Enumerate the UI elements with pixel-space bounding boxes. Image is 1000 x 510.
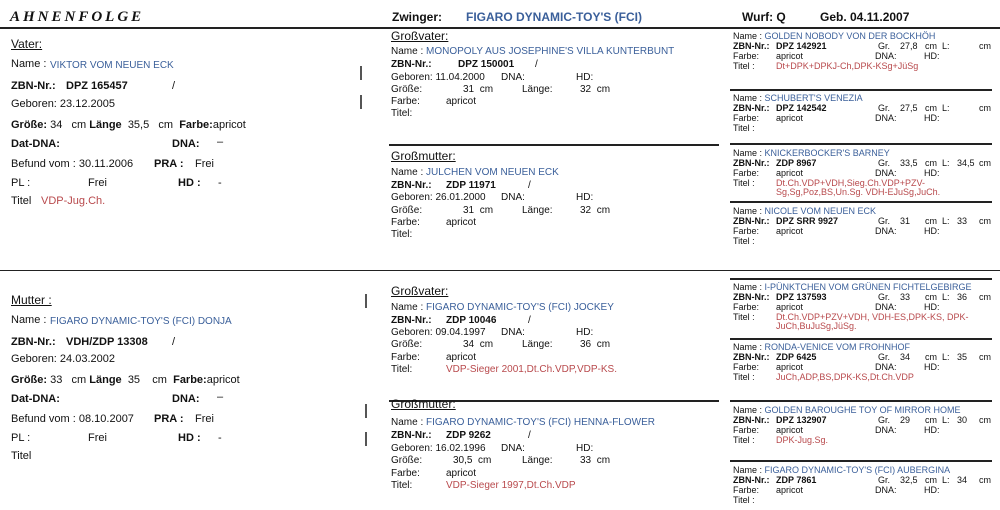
- gm1-geboren: Geboren: 26.01.2000: [391, 192, 486, 203]
- ggp-l-cm: cm: [979, 41, 991, 51]
- gm2-farbe: apricot: [446, 468, 477, 479]
- ggp-hd-label: HD:: [924, 226, 940, 236]
- mutter-name-label: Name :: [11, 314, 47, 326]
- gv1-laenge-label: Länge:: [522, 84, 553, 95]
- gv2-groesse-label: Größe:: [391, 339, 423, 350]
- gv1-slash: /: [535, 59, 538, 70]
- gm2-hd-label: HD:: [576, 443, 594, 454]
- ggp-divider: [730, 400, 992, 402]
- vater-pra-label: PRA :: [154, 158, 184, 170]
- ggp-zbn-label: ZBN-Nr.:: [733, 475, 770, 485]
- ggp-name-label: Name :: [733, 148, 763, 158]
- vater-hd: -: [218, 177, 222, 189]
- ggp-name: FIGARO DYNAMIC-TOY'S (FCI) AUBERGINA: [764, 465, 951, 475]
- ggp-name-label: Name :: [733, 282, 763, 292]
- gv2-geboren: Geboren: 09.04.1997: [391, 327, 486, 338]
- ggp-farbe-label: Farbe:: [733, 302, 760, 312]
- ggp-titel: Sg,Sg,Poz,BS,Un.Sg. VDH-EJuSg,JuCh.: [776, 187, 941, 197]
- ggp-titel-label: Titel :: [733, 61, 755, 71]
- ggp-zbn: DPZ SRR 9927: [776, 216, 839, 226]
- gv1-zbn: DPZ 150001: [458, 59, 515, 70]
- gv1-farbe: apricot: [446, 96, 477, 107]
- gv1-titel-label: Titel:: [391, 108, 413, 119]
- ggp-l-cm: cm: [979, 216, 991, 226]
- ggp-zbn-label: ZBN-Nr.:: [733, 41, 770, 51]
- gm2-geboren: Geboren: 16.02.1996: [391, 443, 486, 454]
- mutter-pra: Frei: [195, 413, 214, 425]
- ggp-divider: [730, 338, 992, 340]
- vater-zbn-label: ZBN-Nr.:: [11, 80, 56, 92]
- ggp-titel: DPK-Jug.Sg.: [776, 435, 829, 445]
- ggp-farbe: apricot: [776, 362, 804, 372]
- gv2-farbe-label: Farbe:: [391, 352, 420, 363]
- ggp-zbn: ZDP 7861: [776, 475, 817, 485]
- mutter-pra-label: PRA :: [154, 413, 184, 425]
- ggp-farbe-label: Farbe:: [733, 113, 760, 123]
- ggp-zbn-label: ZBN-Nr.:: [733, 415, 770, 425]
- ggp-titel-label: Titel :: [733, 123, 755, 133]
- mutter-hd: -: [218, 432, 222, 444]
- vater-name-label: Name :: [11, 58, 47, 70]
- gv1-zbn-label: ZBN-Nr.:: [391, 59, 432, 70]
- ggp-name-label: Name :: [733, 405, 763, 415]
- gm1-heading: Großmutter:: [391, 149, 456, 163]
- ggp-zbn-label: ZBN-Nr.:: [733, 352, 770, 362]
- ggp-l: 33: [957, 216, 968, 226]
- ggp-farbe-label: Farbe:: [733, 51, 760, 61]
- ggp-farbe: apricot: [776, 168, 804, 178]
- ggp-divider: [730, 201, 992, 203]
- ggp-gr: 32,5: [900, 475, 918, 485]
- ggp-name: SCHUBERT'S VENEZIA: [764, 93, 863, 103]
- ggp-name-row: [733, 282, 972, 292]
- ggp-name-label: Name :: [733, 31, 763, 41]
- ggp-farbe: apricot: [776, 485, 804, 495]
- zwinger-label: Zwinger:: [392, 10, 442, 24]
- ggp-zbn: DPZ 137593: [776, 292, 827, 302]
- vater-titel: VDP-Jug.Ch.: [41, 195, 106, 207]
- ggp-divider: [730, 460, 992, 462]
- ggp-titel-label: Titel :: [733, 435, 755, 445]
- vater-name: VIKTOR VOM NEUEN ECK: [50, 60, 174, 71]
- gm1-groesse-label: Größe:: [391, 205, 423, 216]
- mutter-hd-label: HD :: [178, 432, 201, 444]
- gv2-groesse: 34 cm: [463, 339, 494, 350]
- ggp-titel-label: Titel :: [733, 495, 755, 505]
- mutter-befund: Befund vom : 08.10.2007: [11, 413, 134, 425]
- ggp-l-cm: cm: [979, 475, 991, 485]
- gm1-titel-label: Titel:: [391, 229, 413, 240]
- mutter-pl: Frei: [88, 432, 107, 444]
- scan-mark: [360, 66, 362, 80]
- vater-zbn-slash: /: [172, 80, 176, 92]
- mutter-titel-label: Titel: [11, 450, 32, 462]
- gm2-name-row: Name : FIGARO DYNAMIC-TOY'S (FCI) HENNA-FLOWER: [391, 417, 655, 428]
- mutter-name: FIGARO DYNAMIC-TOY'S (FCI) DONJA: [50, 316, 232, 327]
- mutter-zbn-label: ZBN-Nr.:: [11, 336, 56, 348]
- ggp-gr-cm: cm: [925, 415, 937, 425]
- ggp-titel-label: Titel :: [733, 178, 755, 188]
- gm1-groesse: 31 cm: [463, 205, 494, 216]
- gv2-hd-label: HD:: [576, 327, 594, 338]
- gv2-zbn-label: ZBN-Nr.:: [391, 315, 432, 326]
- mutter-dna-value: –: [217, 391, 224, 403]
- ggp-gr-label: Gr.: [878, 216, 891, 226]
- gm2-laenge: 33 cm: [580, 455, 611, 466]
- ggp-zbn: DPZ 132907: [776, 415, 827, 425]
- gv1-laenge: 32 cm: [580, 84, 611, 95]
- ggp-dna-label: DNA:: [875, 485, 897, 495]
- geburtsdatum: Geb. 04.11.2007: [820, 10, 910, 24]
- ggp-gr: 31: [900, 216, 911, 226]
- ggp-gr: 27,8: [900, 41, 918, 51]
- ggp-farbe: apricot: [776, 113, 804, 123]
- scan-mark: [365, 404, 367, 418]
- ggp-dna-label: DNA:: [875, 113, 897, 123]
- gm1-laenge-label: Länge:: [522, 205, 553, 216]
- mutter-datdna: Dat-DNA:: [11, 393, 60, 405]
- mutter-groesse-row: Größe: 33 cm Länge 35 cm Farbe:apricot: [11, 374, 240, 386]
- ggp-gr: 33: [900, 292, 911, 302]
- ggp-hd-label: HD:: [924, 113, 940, 123]
- ggp-divider: [730, 143, 992, 145]
- ggp-name-row: [733, 148, 890, 158]
- ggp-divider: [730, 89, 992, 91]
- ggp-gr: 27,5: [900, 103, 918, 113]
- ggp-l: 30: [957, 415, 968, 425]
- ggp-l-cm: cm: [979, 292, 991, 302]
- vater-titel-label: Titel: [11, 195, 32, 207]
- ggp-gr-cm: cm: [925, 41, 937, 51]
- ggp-titel: Dt+DPK+DPKJ-Ch,DPK-KSg+JüSg: [776, 61, 919, 71]
- ggp-gr-label: Gr.: [878, 352, 891, 362]
- ggp-zbn: ZDP 6425: [776, 352, 817, 362]
- ggp-gr-label: Gr.: [878, 103, 891, 113]
- ggp-farbe: apricot: [776, 51, 804, 61]
- gv1-groesse-label: Größe:: [391, 84, 423, 95]
- ggp-farbe-label: Farbe:: [733, 362, 760, 372]
- gm2-laenge-label: Länge:: [522, 455, 553, 466]
- ggp-farbe-label: Farbe:: [733, 485, 760, 495]
- mutter-heading: Mutter :: [11, 293, 52, 307]
- ggp-name-label: Name :: [733, 93, 763, 103]
- vater-pra: Frei: [195, 158, 214, 170]
- ggp-hd-label: HD:: [924, 168, 940, 178]
- gv2-heading: Großvater:: [391, 284, 449, 298]
- gv2-slash: /: [528, 315, 531, 326]
- vater-dna-label: DNA:: [172, 138, 200, 150]
- mutter-zbn: VDH/ZDP 13308: [66, 336, 148, 348]
- ggp-name-row: [733, 206, 876, 216]
- ggp-l-label: L:: [942, 41, 950, 51]
- vater-dna-value: –: [217, 136, 224, 148]
- ggp-name-label: Name :: [733, 342, 763, 352]
- ggp-zbn-label: ZBN-Nr.:: [733, 158, 770, 168]
- vater-pl-label: PL :: [11, 177, 31, 189]
- vater-hd-label: HD :: [178, 177, 201, 189]
- ggp-dna-label: DNA:: [875, 226, 897, 236]
- ggp-l-cm: cm: [979, 103, 991, 113]
- ggp-zbn: DPZ 142542: [776, 103, 827, 113]
- gm2-groesse: 30,5 cm: [453, 455, 492, 466]
- gm1-name-row: Name : JULCHEN VOM NEUEN ECK: [391, 167, 559, 178]
- mutter-pl-label: PL :: [11, 432, 31, 444]
- ggp-dna-label: DNA:: [875, 302, 897, 312]
- ggp-l-label: L:: [942, 475, 950, 485]
- ggp-zbn: DPZ 142921: [776, 41, 827, 51]
- scan-mark: [360, 95, 362, 109]
- gv2-titel: VDP-Sieger 2001,Dt.Ch.VDP,VDP-KS.: [446, 364, 618, 375]
- ggp-name-row: [733, 405, 961, 415]
- ggp-gr-cm: cm: [925, 352, 937, 362]
- ggp-name: GOLDEN BAROUGHE TOY OF MIRROR HOME: [764, 405, 961, 415]
- ggp-name: GOLDEN NOBODY VON DER BOCKHÖH: [764, 31, 936, 41]
- header-divider: [0, 27, 1000, 29]
- gv2-titel-label: Titel:: [391, 364, 413, 375]
- gm1-farbe: apricot: [446, 217, 477, 228]
- gm1-farbe-label: Farbe:: [391, 217, 420, 228]
- gm2-titel: VDP-Sieger 1997,Dt.Ch.VDP: [446, 480, 576, 491]
- ggp-dna-label: DNA:: [875, 51, 897, 61]
- gv1-name-row: Name : MONOPOLY AUS JOSEPHINE'S VILLA KUNTERBUNT: [391, 46, 675, 57]
- ggp-divider: [730, 278, 992, 280]
- ggp-gr-label: Gr.: [878, 415, 891, 425]
- wurf: Wurf: Q: [742, 10, 786, 24]
- vater-zbn: DPZ 165457: [66, 80, 128, 92]
- ggp-titel-label: Titel :: [733, 236, 755, 246]
- vater-groesse-row: Größe: 34 cm Länge 35,5 cm Farbe:apricot: [11, 119, 246, 131]
- ggp-l-cm: cm: [979, 415, 991, 425]
- ggp-gr: 33,5: [900, 158, 918, 168]
- ggp-titel-label: Titel :: [733, 312, 755, 322]
- gm1-slash: /: [528, 180, 531, 191]
- ggp-l-cm: cm: [979, 158, 991, 168]
- gv1-dna-label: DNA:: [501, 72, 525, 83]
- vater-pl: Frei: [88, 177, 107, 189]
- ggp-farbe-label: Farbe:: [733, 226, 760, 236]
- gm1-zbn-label: ZBN-Nr.:: [391, 180, 432, 191]
- ggp-hd-label: HD:: [924, 485, 940, 495]
- ggp-l: 34: [957, 475, 968, 485]
- ggp-l-label: L:: [942, 415, 950, 425]
- ggp-name: KNICKERBOCKER'S BARNEY: [764, 148, 890, 158]
- ggp-farbe-label: Farbe:: [733, 425, 760, 435]
- ggp-farbe-label: Farbe:: [733, 168, 760, 178]
- ggp-titel: Dt.Ch.VDP+PZV+VDH, VDH-ES,DPK-KS, DPK-: [776, 312, 969, 322]
- ggp-zbn-label: ZBN-Nr.:: [733, 103, 770, 113]
- ggp-l: 35: [957, 352, 968, 362]
- mutter-zbn-slash: /: [172, 336, 176, 348]
- gv2-zbn: ZDP 10046: [446, 315, 497, 326]
- ggp-gr-label: Gr.: [878, 475, 891, 485]
- vater-geboren: Geboren: 23.12.2005: [11, 98, 115, 110]
- ggp-gr-cm: cm: [925, 216, 937, 226]
- gv1-groesse: 31 cm: [463, 84, 494, 95]
- scan-mark: [365, 432, 367, 446]
- ggp-gr: 34: [900, 352, 911, 362]
- gm2-farbe-label: Farbe:: [391, 468, 420, 479]
- gm1-zbn: ZDP 11971: [446, 180, 496, 191]
- ggp-l-label: L:: [942, 352, 950, 362]
- ggp-hd-label: HD:: [924, 425, 940, 435]
- ggp-name-row: [733, 465, 950, 475]
- mutter-dna-label: DNA:: [172, 393, 200, 405]
- ggp-name-row: [733, 31, 935, 41]
- vater-datdna: Dat-DNA:: [11, 138, 60, 150]
- ggp-hd-label: HD:: [924, 302, 940, 312]
- scan-mark: [365, 294, 367, 308]
- ggp-titel-label: Titel :: [733, 372, 755, 382]
- gv2-farbe: apricot: [446, 352, 477, 363]
- ggp-hd-label: HD:: [924, 362, 940, 372]
- gv2-dna-label: DNA:: [501, 327, 525, 338]
- ggp-l-label: L:: [942, 158, 950, 168]
- ggp-dna-label: DNA:: [875, 425, 897, 435]
- ggp-l: 36: [957, 292, 968, 302]
- ggp-l-cm: cm: [979, 352, 991, 362]
- ggp-farbe: apricot: [776, 302, 804, 312]
- section-divider: [0, 270, 1000, 271]
- ggp-zbn-label: ZBN-Nr.:: [733, 292, 770, 302]
- ggp-farbe: apricot: [776, 425, 804, 435]
- gm1-dna-label: DNA:: [501, 192, 525, 203]
- ggp-gr-cm: cm: [925, 292, 937, 302]
- ggp-dna-label: DNA:: [875, 168, 897, 178]
- ggp-name-row: [733, 342, 910, 352]
- ggp-gr-cm: cm: [925, 475, 937, 485]
- ggp-l-label: L:: [942, 216, 950, 226]
- ggp-zbn: ZDP 8967: [776, 158, 817, 168]
- ggp-dna-label: DNA:: [875, 362, 897, 372]
- gv2-laenge-label: Länge:: [522, 339, 553, 350]
- ggp-zbn-label: ZBN-Nr.:: [733, 216, 770, 226]
- ggp-farbe: apricot: [776, 226, 804, 236]
- ggp-gr-label: Gr.: [878, 292, 891, 302]
- ggp-name-row: [733, 93, 863, 103]
- ggp-name-label: Name :: [733, 206, 763, 216]
- gm1-laenge: 32 cm: [580, 205, 611, 216]
- gm2-dna-label: DNA:: [501, 443, 525, 454]
- gv1-heading: Großvater:: [391, 29, 449, 43]
- gv1-hd-label: HD:: [576, 72, 594, 83]
- gv1-farbe-label: Farbe:: [391, 96, 420, 107]
- ggp-titel: JuCh,ADP,BS,DPK-KS,Dt.Ch.VDP: [776, 372, 914, 382]
- ggp-name: I-PÜNKTCHEN VOM GRÜNEN FICHTELGEBIRGE: [764, 282, 972, 292]
- gv2-name-row: Name : FIGARO DYNAMIC-TOY'S (FCI) JOCKEY: [391, 302, 614, 313]
- ggp-name: NICOLE VOM NEUEN ECK: [764, 206, 877, 216]
- gm2-zbn: ZDP 9262: [446, 430, 491, 441]
- ggp-l-label: L:: [942, 103, 950, 113]
- ggp-name-label: Name :: [733, 465, 763, 475]
- ggp-titel: JuCh,BuJuSg,JüSg.: [776, 321, 857, 331]
- gp-divider: [389, 144, 719, 146]
- ggp-name: RONDA-VENICE VOM FROHNHOF: [764, 342, 911, 352]
- gm2-slash: /: [528, 430, 531, 441]
- zwinger-value: FIGARO DYNAMIC-TOY'S (FCI): [466, 10, 642, 24]
- ggp-titel: Dt.Ch.VDP+VDH,Sieg.Ch.VDP+PZV-: [776, 178, 926, 188]
- ggp-gr-cm: cm: [925, 103, 937, 113]
- ggp-gr-label: Gr.: [878, 41, 891, 51]
- ggp-l-label: L:: [942, 292, 950, 302]
- gv1-geboren: Geboren: 11.04.2000: [391, 72, 485, 83]
- vater-heading: Vater:: [11, 37, 43, 51]
- mutter-geboren: Geboren: 24.03.2002: [11, 353, 115, 365]
- vater-befund: Befund vom : 30.11.2006: [11, 158, 134, 170]
- gm2-heading: Großmutter:: [391, 397, 456, 411]
- gm2-zbn-label: ZBN-Nr.:: [391, 430, 432, 441]
- page-title: AHNENFOLGE: [10, 9, 145, 25]
- ggp-l: 34,5: [957, 158, 975, 168]
- ggp-gr-label: Gr.: [878, 158, 891, 168]
- ggp-gr: 29: [900, 415, 911, 425]
- gm2-titel-label: Titel:: [391, 480, 413, 491]
- gv2-laenge: 36 cm: [580, 339, 611, 350]
- ggp-hd-label: HD:: [924, 51, 940, 61]
- gm2-groesse-label: Größe:: [391, 455, 423, 466]
- gm1-hd-label: HD:: [576, 192, 594, 203]
- ggp-gr-cm: cm: [925, 158, 937, 168]
